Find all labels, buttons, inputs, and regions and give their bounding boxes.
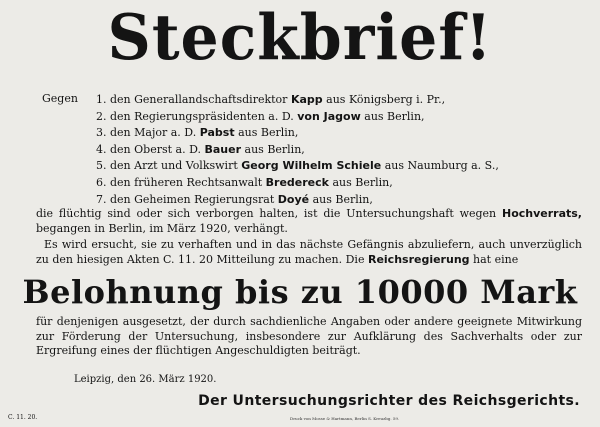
place-date: Leipzig, den 26. März 1920. bbox=[74, 374, 217, 385]
request-paragraph: Es wird ersucht, sie zu verhaften und in das nächste Gefängnis abzuliefern, auch unverzüglich zu den hiesigen Akten C. 11. 20 Mitteilung zu machen. Die Reichsregierung hat eine bbox=[36, 238, 582, 266]
signature-line: Der Untersuchungsrichter des Reichsgerichts. bbox=[198, 393, 580, 409]
file-code: C. 11. 20. bbox=[8, 414, 38, 421]
government-word: Reichsregierung bbox=[367, 252, 470, 266]
person-name: Doyé bbox=[277, 192, 310, 206]
list-item: 5. den Arzt und Volkswirt Georg Wilhelm Schiele aus Naumburg a. S., bbox=[96, 159, 499, 173]
list-item: 6. den früheren Rechtsanwalt Bredereck aus Berlin, bbox=[96, 175, 393, 189]
reward-paragraph: für denjenigen ausgesetzt, der durch sachdienliche Angaben oder andere geeignete Mitwirkung zur Förderung der Untersuchung, insbesondere zur Aufklärung des Sachverhalts oder zur Ergreifung eines der flüchtigen Angeschuldigten beiträgt. bbox=[36, 315, 582, 357]
list-item: 7. den Geheimen Regierungsrat Doyé aus Berlin, bbox=[96, 192, 373, 206]
printer-note: Druck von Mosse & Hartmann, Berlin S. Kreuzbg. 59. bbox=[290, 416, 400, 421]
person-name: von Jagow bbox=[297, 109, 361, 123]
intro-word: Gegen bbox=[42, 92, 78, 105]
list-item: 3. den Major a. D. Pabst aus Berlin, bbox=[96, 126, 299, 140]
persons-list bbox=[96, 92, 576, 208]
person-name: Bredereck bbox=[265, 175, 329, 189]
list-item: 1. den Generallandschaftsdirektor Kapp aus Königsberg i. Pr., bbox=[96, 93, 446, 106]
person-name: Kapp bbox=[290, 93, 323, 106]
person-name: Bauer bbox=[204, 142, 242, 156]
list-item: 4. den Oberst a. D. Bauer aus Berlin, bbox=[96, 142, 305, 156]
list-item: 2. den Regierungspräsidenten a. D. von Jagow aus Berlin, bbox=[96, 109, 425, 123]
poster-title: Steckbrief! bbox=[107, 1, 493, 75]
charge-word: Hochverrats, bbox=[501, 207, 582, 220]
charge-paragraph: die flüchtig sind oder sich verborgen halten, ist die Untersuchungshaft wegen Hochverrats, begangen in Berlin, im März 1920, verhängt. bbox=[36, 207, 582, 235]
person-name: Georg Wilhelm Schiele bbox=[241, 159, 382, 173]
reward-heading: Belohnung bis zu 10000 Mark bbox=[22, 273, 578, 311]
person-name: Pabst bbox=[199, 126, 235, 140]
